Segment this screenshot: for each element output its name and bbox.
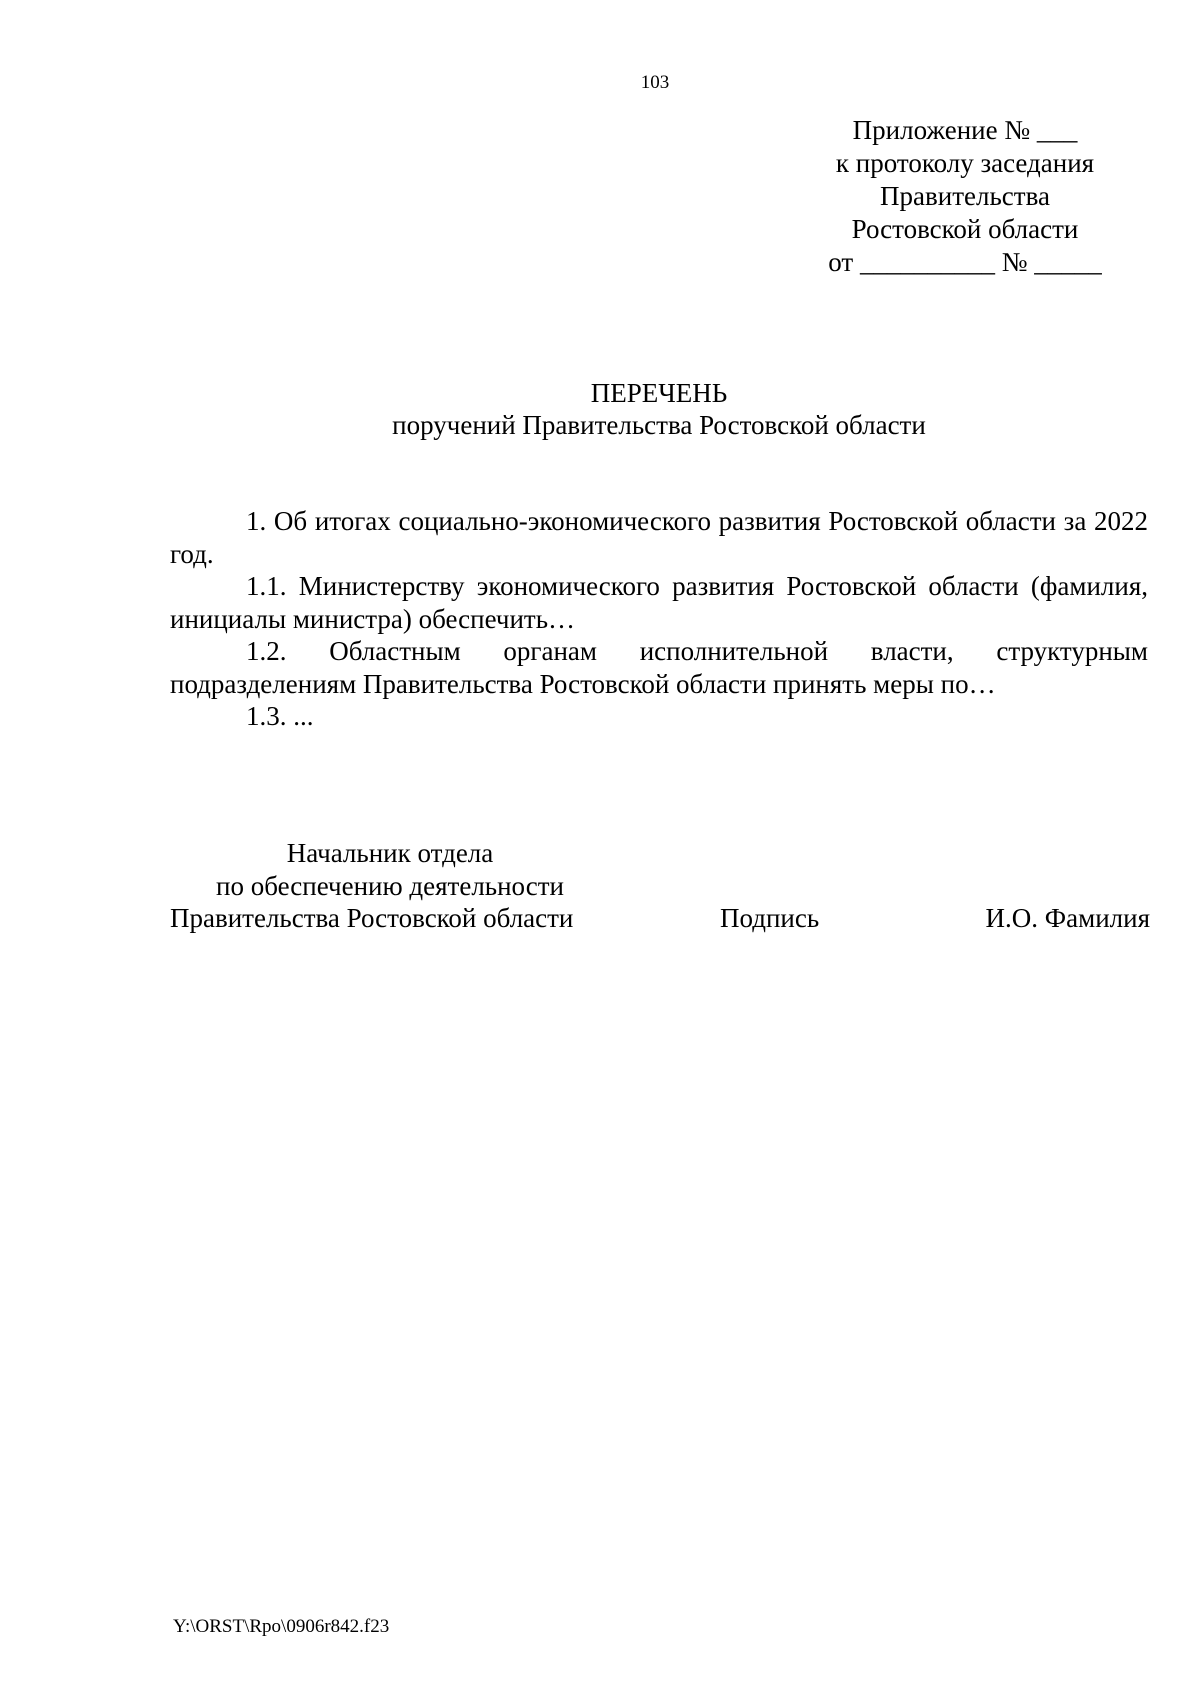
annex-government-line: Правительства — [880, 181, 1050, 211]
signatory-name: И.О. Фамилия — [985, 903, 1150, 933]
list-item: 1.1. Министерству экономического развития Ростовской области (фамилия, инициалы министра) обеспечить… — [170, 571, 1148, 634]
list-item: 1. Об итогах социально-экономического развития Ростовской области за 2022 год. — [170, 506, 1148, 569]
document-title — [0, 377, 1200, 441]
list-item: 1.2. Областным органам исполнительной власти, структурным подразделениям Правительства Ростовской области принять меры по… — [170, 636, 1148, 699]
page-number: 103 — [640, 72, 670, 93]
annex-number-line: Приложение № ___ — [852, 115, 1078, 145]
signatory-position — [170, 837, 610, 935]
title-heading: ПЕРЕЧЕНЬ — [590, 378, 728, 408]
annex-date-line: от __________ № _____ — [828, 247, 1102, 277]
position-line: Правительства Ростовской области — [170, 903, 574, 933]
position-line: Начальник отдела — [286, 838, 494, 868]
footer-file-path: Y:\ORST\Rpo\0906r842.f23 — [173, 1616, 390, 1637]
instructions-list — [170, 505, 1148, 733]
position-line: по обеспечению деятельности — [216, 870, 564, 901]
annex-block — [800, 114, 1130, 279]
title-subheading: поручений Правительства Ростовской области — [392, 410, 926, 440]
list-item: 1.3. ... — [246, 701, 314, 731]
signature-placeholder: Подпись — [720, 903, 820, 933]
annex-protocol-line: к протоколу заседания — [835, 148, 1095, 178]
annex-region-line: Ростовской области — [851, 214, 1079, 244]
